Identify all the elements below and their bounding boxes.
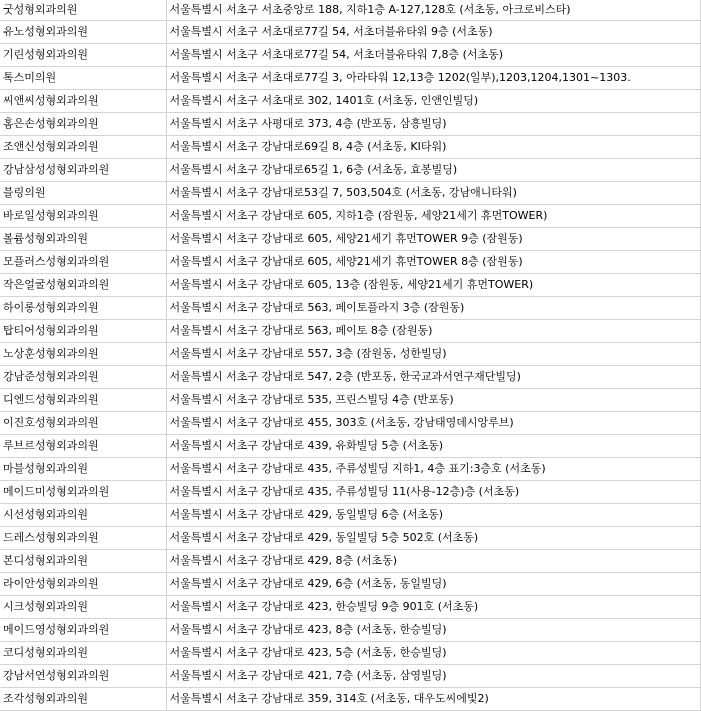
table-row <box>0 205 700 228</box>
clinic-address-cell[interactable]: 서울특별시 서초구 강남대로 455, 303호 (서초동, 강남태영데시앙루브) <box>166 412 700 435</box>
table-row <box>0 297 700 320</box>
table-row <box>0 527 700 550</box>
clinic-name-cell[interactable]: 바로일성형외과의원 <box>0 205 166 228</box>
clinic-name-cell[interactable]: 강남삼성성형외과의원 <box>0 159 166 182</box>
clinic-name-cell[interactable]: 강남준성형외과의원 <box>0 366 166 389</box>
clinic-address-cell[interactable]: 서울특별시 서초구 강남대로65길 1, 6층 (서초동, 효봉빌딩) <box>166 159 700 182</box>
clinic-name-cell[interactable]: 시크성형외과의원 <box>0 596 166 619</box>
clinic-address-cell[interactable]: 서울특별시 서초구 강남대로 535, 프린스빌딩 4층 (반포동) <box>166 389 700 412</box>
clinic-address-cell[interactable]: 서울특별시 서초구 강남대로 547, 2층 (반포동, 한국교과서연구재단빌딩) <box>166 366 700 389</box>
clinic-name-cell[interactable]: 노상훈성형외과의원 <box>0 343 166 366</box>
clinic-address-cell[interactable]: 서울특별시 서초구 강남대로 563, 페이토 8층 (잠원동) <box>166 320 700 343</box>
table-row <box>0 481 700 504</box>
clinic-address-cell[interactable]: 서울특별시 서초구 강남대로 563, 페이토플라지 3층 (잠원동) <box>166 297 700 320</box>
table-row <box>0 44 700 67</box>
clinic-name-cell[interactable]: 홈은손성형외과의원 <box>0 113 166 136</box>
clinic-name-cell[interactable]: 탑티어성형외과의원 <box>0 320 166 343</box>
clinic-name-cell[interactable]: 강남서연성형외과의원 <box>0 665 166 688</box>
table-row <box>0 228 700 251</box>
clinic-address-cell[interactable]: 서울특별시 서초구 강남대로 423, 5층 (서초동, 한승빌딩) <box>166 642 700 665</box>
table-row <box>0 0 700 21</box>
clinic-name-cell[interactable]: 조앤신성형외과의원 <box>0 136 166 159</box>
table-row <box>0 389 700 412</box>
table-row <box>0 90 700 113</box>
table-row <box>0 274 700 297</box>
clinic-address-cell[interactable]: 서울특별시 서초구 강남대로 605, 세양21세기 휴먼TOWER 9층 (잠원동) <box>166 228 700 251</box>
clinic-address-cell[interactable]: 서울특별시 서초구 서초대로77길 3, 아라타워 12,13층 1202(일부),1203,1204,1301~1303. <box>166 67 700 90</box>
clinic-address-cell[interactable]: 서울특별시 서초구 강남대로 423, 한승빌딩 9층 901호 (서초동) <box>166 596 700 619</box>
clinic-name-cell[interactable]: 볼륨성형외과의원 <box>0 228 166 251</box>
clinic-name-cell[interactable]: 작은얼굴성형외과의원 <box>0 274 166 297</box>
clinic-address-cell[interactable]: 서울특별시 서초구 서초대로 302, 1401호 (서초동, 인앤인빌딩) <box>166 90 700 113</box>
clinic-name-cell[interactable]: 씨앤씨성형외과의원 <box>0 90 166 113</box>
clinic-address-cell[interactable]: 서울특별시 서초구 강남대로 605, 세양21세기 휴먼TOWER 8층 (잠원동) <box>166 251 700 274</box>
clinic-address-cell[interactable]: 서울특별시 서초구 강남대로 423, 8층 (서초동, 한승빌딩) <box>166 619 700 642</box>
table-row <box>0 550 700 573</box>
clinic-address-cell[interactable]: 서울특별시 서초구 사평대로 373, 4층 (반포동, 삼흥빌딩) <box>166 113 700 136</box>
clinic-name-cell[interactable]: 블링의원 <box>0 182 166 205</box>
table-row <box>0 159 700 182</box>
table-row <box>0 343 700 366</box>
table-row <box>0 412 700 435</box>
clinic-address-cell[interactable]: 서울특별시 서초구 강남대로53길 7, 503,504호 (서초동, 강남애니타워) <box>166 182 700 205</box>
clinic-name-cell[interactable]: 마블성형외과의원 <box>0 458 166 481</box>
table-row <box>0 435 700 458</box>
table-row <box>0 366 700 389</box>
table-row <box>0 67 700 90</box>
clinic-address-cell[interactable]: 서울특별시 서초구 강남대로 421, 7층 (서초동, 삼영빌딩) <box>166 665 700 688</box>
table-row <box>0 665 700 688</box>
clinic-address-cell[interactable]: 서울특별시 서초구 강남대로 429, 동일빌딩 5층 502호 (서초동) <box>166 527 700 550</box>
clinic-address-cell[interactable]: 서울특별시 서초구 강남대로 429, 동일빌딩 6층 (서초동) <box>166 504 700 527</box>
clinic-name-cell[interactable]: 기린성형외과의원 <box>0 44 166 67</box>
clinic-address-cell[interactable]: 서울특별시 서초구 강남대로 605, 13층 (잠원동, 세양21세기 휴먼TOWER) <box>166 274 700 297</box>
table-row <box>0 21 700 44</box>
clinic-name-cell[interactable]: 라이안성형외과의원 <box>0 573 166 596</box>
clinic-address-cell[interactable]: 서울특별시 서초구 강남대로 435, 주류성빌딩 지하1, 4층 표기:3층호 (서초동) <box>166 458 700 481</box>
clinic-name-cell[interactable]: 본디성형외과의원 <box>0 550 166 573</box>
clinic-address-cell[interactable]: 서울특별시 서초구 서초대로77길 54, 서초더블유타워 7,8층 (서초동) <box>166 44 700 67</box>
clinic-name-cell[interactable]: 유노성형외과의원 <box>0 21 166 44</box>
clinic-name-cell[interactable]: 모플러스성형외과의원 <box>0 251 166 274</box>
table-row <box>0 619 700 642</box>
clinic-name-cell[interactable]: 메이드영성형외과의원 <box>0 619 166 642</box>
table-row <box>0 458 700 481</box>
clinic-address-cell[interactable]: 서울특별시 서초구 강남대로 429, 8층 (서초동) <box>166 550 700 573</box>
clinic-address-cell[interactable]: 서울특별시 서초구 강남대로 557, 3층 (잠원동, 성한빌딩) <box>166 343 700 366</box>
clinic-address-cell[interactable]: 서울특별시 서초구 강남대로 435, 주류성빌딩 11(사용-12층)층 (서초동) <box>166 481 700 504</box>
table-row <box>0 596 700 619</box>
clinic-name-cell[interactable]: 톡스미의원 <box>0 67 166 90</box>
table-row <box>0 113 700 136</box>
clinic-name-cell[interactable]: 드레스성형외과의원 <box>0 527 166 550</box>
table-row <box>0 688 700 711</box>
table-row <box>0 642 700 665</box>
clinic-name-cell[interactable]: 디엔드성형외과의원 <box>0 389 166 412</box>
table-row <box>0 251 700 274</box>
clinic-name-cell[interactable]: 루브르성형외과의원 <box>0 435 166 458</box>
clinic-address-cell[interactable]: 서울특별시 서초구 강남대로69길 8, 4층 (서초동, KI타워) <box>166 136 700 159</box>
table-row <box>0 320 700 343</box>
clinic-name-cell[interactable]: 하이롱성형외과의원 <box>0 297 166 320</box>
clinic-name-cell[interactable]: 메이드미성형외과의원 <box>0 481 166 504</box>
clinic-name-cell[interactable]: 조각성형외과의원 <box>0 688 166 711</box>
clinic-name-cell[interactable]: 시선성형외과의원 <box>0 504 166 527</box>
clinic-name-cell[interactable]: 굿성형외과의원 <box>0 0 166 21</box>
clinic-name-cell[interactable]: 코디성형외과의원 <box>0 642 166 665</box>
clinic-name-cell[interactable]: 이진호성형외과의원 <box>0 412 166 435</box>
table-row <box>0 136 700 159</box>
clinic-address-cell[interactable]: 서울특별시 서초구 강남대로 605, 지하1층 (잠원동, 세양21세기 휴먼TOWER) <box>166 205 700 228</box>
clinic-address-cell[interactable]: 서울특별시 서초구 서초대로77길 54, 서초더블유타워 9층 (서초동) <box>166 21 700 44</box>
clinic-address-cell[interactable]: 서울특별시 서초구 강남대로 429, 6층 (서초동, 동일빌딩) <box>166 573 700 596</box>
table-row <box>0 573 700 596</box>
clinic-address-cell[interactable]: 서울특별시 서초구 서초중앙로 188, 지하1층 A-127,128호 (서초동, 아크로비스타) <box>166 0 700 21</box>
table-row <box>0 182 700 205</box>
clinic-address-cell[interactable]: 서울특별시 서초구 강남대로 359, 314호 (서초동, 대우도씨에빛2) <box>166 688 700 711</box>
clinic-address-cell[interactable]: 서울특별시 서초구 강남대로 439, 유화빌딩 5층 (서초동) <box>166 435 700 458</box>
table-row <box>0 504 700 527</box>
